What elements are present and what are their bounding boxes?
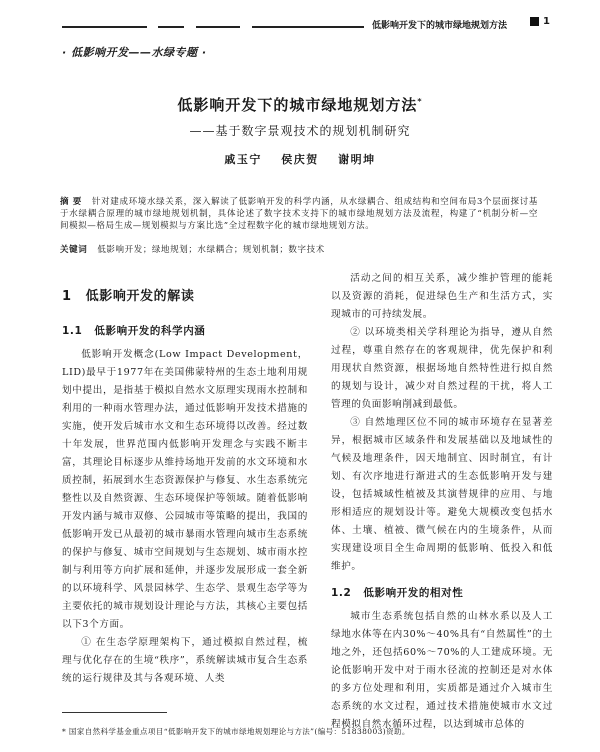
section-title: 低影响开发的解读 xyxy=(85,289,195,304)
paragraph: ③ 自然地理区位不同的城市环境存在显著差异，根据城市区域条件和发展基础以及地域性的气候及地理条件，因天地制宜、因时制宜，有计划、有次序地进行渐进式的生态低影响开发与建设，包括城域性植被及其演替规律的应用、与地形相适应的规划设计等。避免大规模改变包括水体、土壤、植被、微气候在内的生境条件，从而实现建设项目全生命周期的低影响、低投入和低维护。 xyxy=(331,417,553,572)
header-block-mark xyxy=(530,17,539,26)
running-header-title: 低影响开发下的城市绿地规划方法 xyxy=(372,21,508,31)
title-footnote-mark: * xyxy=(417,97,423,106)
subsection-number: 1.1 xyxy=(62,325,83,337)
article-title xyxy=(0,94,600,115)
keywords-label: 关键词 xyxy=(60,245,88,255)
page-number: 1 xyxy=(543,16,550,27)
header-rule-3 xyxy=(196,26,240,28)
section-number: 1 xyxy=(62,289,72,304)
article-subtitle: ——基于数字景观技术的规划机制研究 xyxy=(189,124,411,138)
paragraph: ② 以环境类相关学科理论为指导，遵从自然过程，尊重自然存在的客观规律，优先保护和利用现状自然资源，根据场地自然特性进行拟自然的规划与设计，减少对自然过程的干扰，将人工管理的负面影响削减到最低。 xyxy=(331,327,553,410)
header-rule-2 xyxy=(158,26,184,28)
right-column xyxy=(331,270,553,734)
subsection-title: 低影响开发的科学内涵 xyxy=(94,325,206,337)
keywords xyxy=(60,244,538,256)
article-title-text: 低影响开发下的城市绿地规划方法 xyxy=(177,96,418,114)
subsection-number: 1.2 xyxy=(331,587,352,599)
header-rule-1 xyxy=(62,26,147,28)
section-heading-1 xyxy=(62,288,308,306)
paragraph: 城市生态系统包括自然的山林水系以及人工绿地水体等在内30%～40%具有“自然属性”的土地之外，还包括60%～70%的人工建成环境。无论低影响开发中对于雨水径流的控制还是对水体的多方位处理和利用，实质都是通过介入城市生态系统的水文过程，通过技术措施使城市水文过程模拟自然水循环过程，以达到城市总体的 xyxy=(331,611,553,730)
keywords-text: 低影响开发；绿地规划；水绿耦合；规划机制；数字技术 xyxy=(97,245,325,255)
header-rule-4 xyxy=(252,26,364,28)
paragraph: 低影响开发概念(Low Impact Development，LID)最早于1977年在美国佛蒙特州的生态土地利用规划中提出，是指基于模拟自然水文原理实现雨水控制和利用的一种雨水管理办法，通过低影响开发技术措施的实施，使开发后城市水文和生态环境得以改善。经过数十年发展，世界范围内低影响开发理念与实践不断丰富，其理论目标逐步从维持场地开发前的水文环境和水质控制，拓展到水生态资源保护与修复、水生态系统完整性以及自然资源、生态环境保护等领域。随着低影响开发内涵与城市双修、公园城市等策略的提出，我国的低影响开发已从最初的城市暴雨水管理向城市生态系统的保护与修复、城市空间规划与生态规划、城市雨水控制与利用等方向扩展和延伸，并逐步发展形成一套全新的以环境科学、风景园林学、生态学、景观生态学等为主要依托的城市规划设计理论与方法，其核心主要包括以下3个方面。 xyxy=(62,349,308,630)
authors: 戚玉宁 侯庆贺 谢明坤 xyxy=(224,153,376,166)
subsection-title: 低影响开发的相对性 xyxy=(363,587,464,599)
subsection-heading-1-2 xyxy=(331,584,553,602)
abstract-label: 摘 要 xyxy=(60,197,82,207)
left-column xyxy=(62,270,308,688)
subsection-heading-1-1 xyxy=(62,322,308,340)
footnote: * 国家自然科学基金重点项目“低影响开发下的城市绿地规划理论与方法”(编号：51838003)资助。 xyxy=(62,727,410,736)
abstract-text: 针对建成环境水绿关系，深入解读了低影响开发的科学内涵，从水绿耦合、组成结构和空间布局3个层面探讨基于水绿耦合原理的城市绿地规划机制，具体论述了数字技术支持下的城市绿地规划方法及流程，构建了“机制分析—空间模拟—格局生成—规划模拟与方案比选”全过程数字化的城市绿地规划方法。 xyxy=(60,197,538,231)
footnote-rule xyxy=(62,712,167,713)
column-label: · 低影响开发——水绿专题 · xyxy=(62,46,207,59)
abstract xyxy=(60,196,538,232)
paragraph: 活动之间的相互关系，减少维护管理的能耗以及资源的消耗，促进绿色生产和生活方式，实现城市的可持续发展。 xyxy=(331,273,553,320)
paragraph: ① 在生态学原理架构下，通过模拟自然过程，梳理与优化存在的生境“秩序”，系统解读城市复合生态系统的运行规律及其与各观环境、人类 xyxy=(62,637,308,684)
